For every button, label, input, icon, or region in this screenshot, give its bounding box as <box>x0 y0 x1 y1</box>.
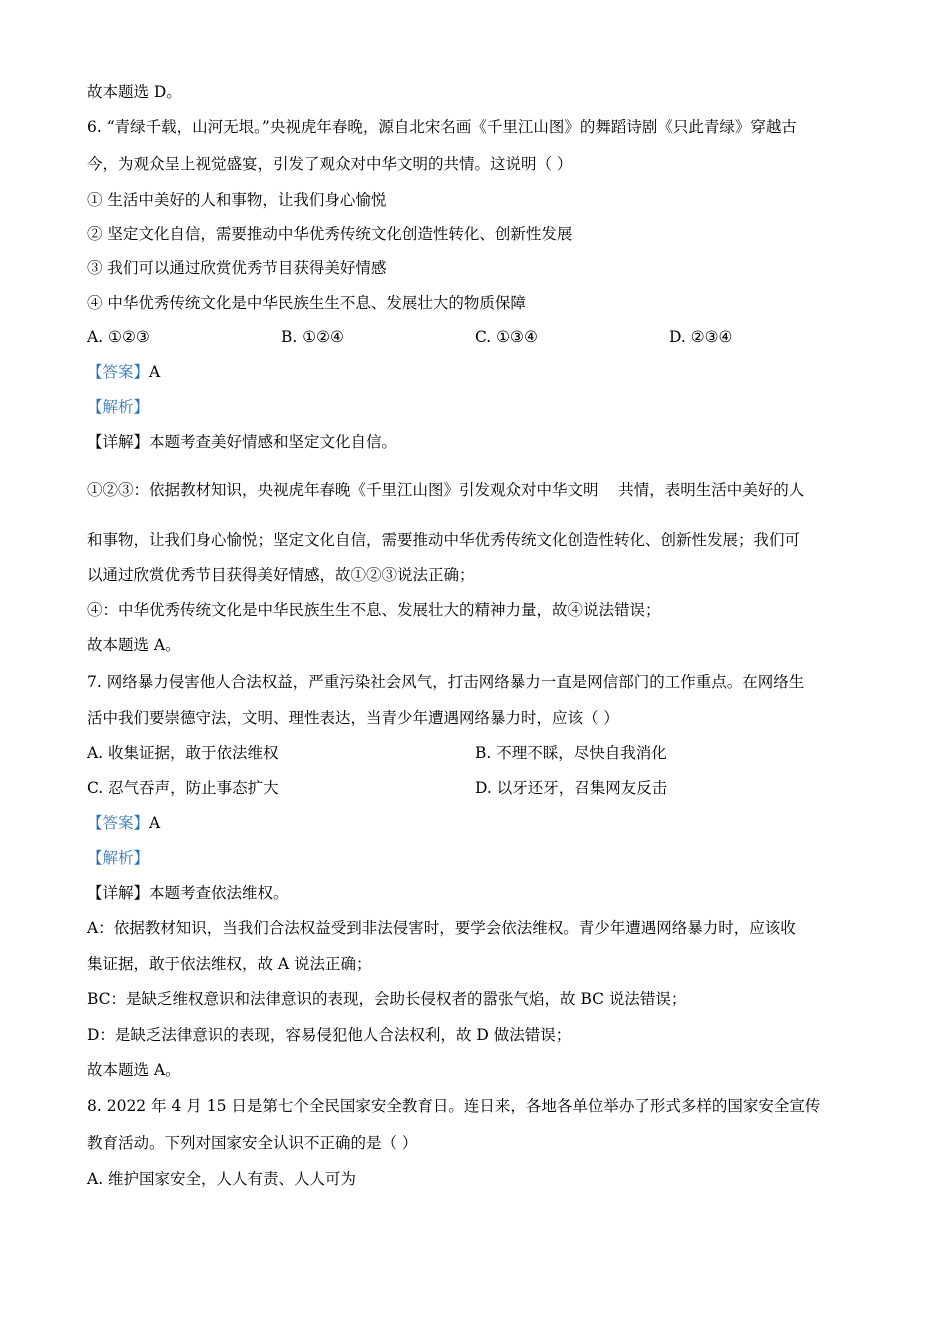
q6-explanation-line-4: ④：中华优秀传统文化是中华民族生生不息、发展壮大的精神力量，故④说法错误； <box>87 601 661 619</box>
q7-option-d: D. 以牙还牙，召集网友反击 <box>475 779 668 797</box>
q6-stem-line-2: 今，为观众呈上视觉盛宴，引发了观众对中华文明的共情。这说明（ ） <box>87 155 573 173</box>
q6-statement-4: ④ 中华优秀传统文化是中华民族生生不息、发展壮大的物质保障 <box>87 294 526 312</box>
q6-answer-label: 【答案】 <box>87 363 150 381</box>
q7-stem-line-2: 活中我们要崇德守法，文明、理性表达，当青少年遭遇网络暴力时，应该（ ） <box>87 709 619 727</box>
q6-option-b: B. ①②④ <box>281 328 344 346</box>
q7-explanation-line-2: 集证据，敢于依法维权，故 A 说法正确； <box>87 955 372 973</box>
q6-statement-1: ① 生活中美好的人和事物，让我们身心愉悦 <box>87 191 387 209</box>
q7-stem-line-1: 7. 网络暴力侵害他人合法权益，严重污染社会风气，打击网络暴力一直是网信部门的工作重点。在网络生 <box>87 673 805 691</box>
q6-detail-label: 【详解】 <box>87 433 150 451</box>
q6-detail <box>87 432 397 452</box>
q7-detail <box>87 883 289 903</box>
q6-conclusion: 故本题选 A。 <box>87 636 181 654</box>
q7-explanation-line-3: BC：是缺乏维权意识和法律意识的表现，会助长侵权者的嚣张气焰，故 BC 说法错误； <box>87 990 687 1008</box>
q7-explanation-line-1: A：依据教材知识，当我们合法权益受到非法侵害时，要学会依法维权。青少年遭遇网络暴力时，应该收 <box>87 919 796 937</box>
q6-explanation-line-3: 以通过欣赏优秀节目获得美好情感，故①②③说法正确； <box>87 566 475 584</box>
q7-detail-text: 本题考查依法维权。 <box>149 884 289 902</box>
q6-answer-value: A <box>149 363 161 381</box>
q7-option-b: B. 不理不睬，尽快自我消化 <box>475 744 667 762</box>
q6-statement-3: ③ 我们可以通过欣赏优秀节目获得美好情感 <box>87 259 387 277</box>
q6-analysis-label: 【解析】 <box>87 398 150 416</box>
q8-stem-line-1: 8. 2022 年 4 月 15 日是第七个全民国家安全教育日。连日来，各地各单位举办了形式多样的国家安全宣传 <box>87 1097 821 1115</box>
q8-option-a: A. 维护国家安全，人人有责、人人可为 <box>87 1170 357 1188</box>
q7-answer-label: 【答案】 <box>87 814 150 832</box>
q7-answer-value: A <box>149 814 161 832</box>
q6-explanation-line-1: ①②③：依据教材知识，央视虎年春晚《千里江山图》引发观众对中华文明 共情，表明生活中美好的人 <box>87 481 805 499</box>
q7-analysis-label: 【解析】 <box>87 849 150 867</box>
q8-stem-line-2: 教育活动。下列对国家安全认识不正确的是（ ） <box>87 1134 418 1152</box>
q7-option-a: A. 收集证据，敢于依法维权 <box>87 744 279 762</box>
q6-detail-text: 本题考查美好情感和坚定文化自信。 <box>149 433 398 451</box>
q7-option-c: C. 忍气吞声，防止事态扩大 <box>87 779 279 797</box>
q6-explanation-line-2: 和事物，让我们身心愉悦；坚定文化自信，需要推动中华优秀传统文化创造性转化、创新性发展；我们可 <box>87 531 801 549</box>
q6-statement-2: ② 坚定文化自信，需要推动中华优秀传统文化创造性转化、创新性发展 <box>87 225 573 243</box>
q6-option-a: A. ①②③ <box>87 328 150 346</box>
q7-detail-label: 【详解】 <box>87 884 150 902</box>
q5-conclusion: 故本题选 D。 <box>87 83 182 101</box>
q6-stem-line-1: 6. “青绿千载，山河无垠。”央视虎年春晚，源自北宋名画《千里江山图》的舞蹈诗剧《只此青绿》穿越古 <box>87 118 797 136</box>
q6-answer <box>87 362 160 382</box>
q6-option-d: D. ②③④ <box>669 328 733 346</box>
q7-answer <box>87 813 160 833</box>
q7-conclusion: 故本题选 A。 <box>87 1061 181 1079</box>
q7-explanation-line-4: D：是缺乏法律意识的表现，容易侵犯他人合法权利，故 D 做法错误； <box>87 1026 572 1044</box>
q6-option-c: C. ①③④ <box>475 328 538 346</box>
